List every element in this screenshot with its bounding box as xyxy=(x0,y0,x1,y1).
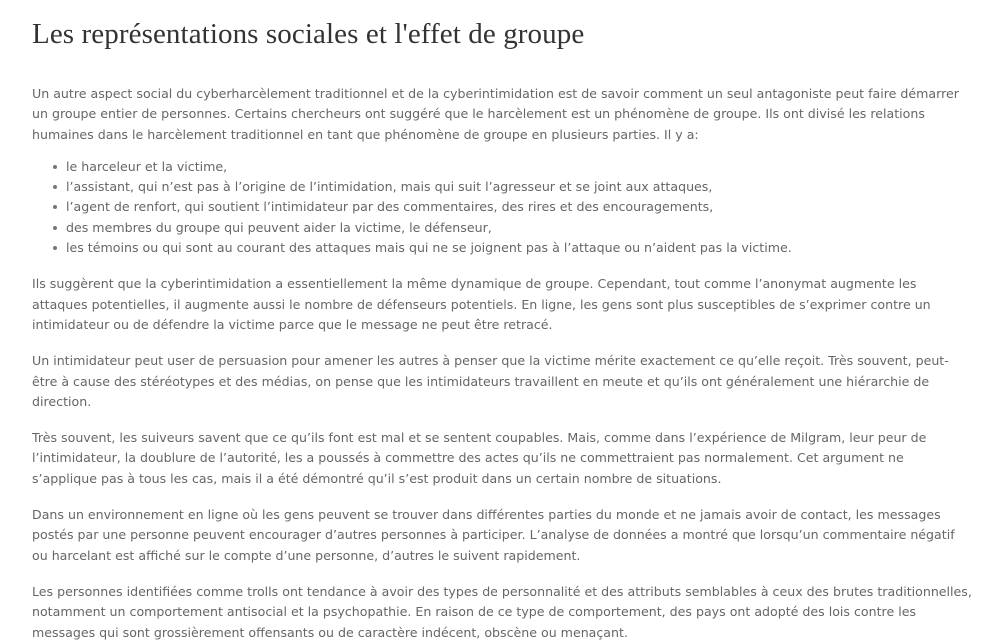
list-item-text: les témoins ou qui sont au courant des attaques mais qui ne se joignent pas à l’attaque ou n’aident pas la victime. xyxy=(66,240,792,256)
article-body xyxy=(32,84,972,643)
intro-paragraph: Un autre aspect social du cyberharcèlement traditionnel et de la cyberintimidation est de savoir comment un seul antagoniste peut faire démarrer un groupe entier de personnes. Certains chercheurs ont suggéré que le harcèlement est un phénomène de groupe. Ils ont divisé les relations humaines dans le harcèlement traditionnel en tant que phénomène de groupe en plusieurs parties. Il y a: xyxy=(32,86,959,142)
list-item xyxy=(66,218,972,238)
list-item xyxy=(66,197,972,217)
bullet-icon xyxy=(53,185,57,189)
paragraph-persuasion: Un intimidateur peut user de persuasion pour amener les autres à penser que la victime mérite exactement ce qu’elle reçoit. Très souvent, peut-être à cause des stéréotypes et des médias, on pense que les intimidateurs travaillent en meute et qu’ils ont généralement une hiérarchie de direction. xyxy=(32,353,949,409)
paragraph-trolls: Les personnes identifiées comme trolls ont tendance à avoir des types de personnalité et des attributs semblables à ceux des brutes traditionnelles, notamment un comportement antisocial et la psychopathie. En raison de ce type de comportement, des pays ont adopté des lois contre les messages qui sont grossièrement offensants ou de caractère indécent, obscène ou menaçant. xyxy=(32,583,972,640)
list-item-text: l’agent de renfort, qui soutient l’intimidateur par des commentaires, des rires et des encouragements, xyxy=(66,199,714,215)
list-item-text: des membres du groupe qui peuvent aider la victime, le défenseur, xyxy=(66,219,492,235)
bullet-icon xyxy=(53,205,57,209)
bullet-icon xyxy=(53,165,57,169)
paragraph-followers: Très souvent, les suiveurs savent que ce qu’ils font est mal et se sentent coupables. Mais, comme dans l’expérience de Milgram, leur peur de l’intimidateur, la doublure de l’autorité, les a poussés à commettre des actes qu’ils ne commettraient pas normalement. Cet argument ne s’applique pas à tous les cas, mais il a été démontré qu’il s’est produit dans un certain nombre de situations. xyxy=(32,430,927,486)
bullet-icon xyxy=(53,246,57,250)
list-item-text: l’assistant, qui n’est pas à l’origine de l’intimidation, mais qui suit l’agresseur et se joint aux attaques, xyxy=(66,179,713,195)
list-item xyxy=(66,177,972,197)
page-title: Les représentations sociales et l'effet de groupe xyxy=(32,18,585,50)
paragraph-online-environment: Dans un environnement en ligne où les gens peuvent se trouver dans différentes parties du monde et ne jamais avoir de contact, les messages postés par une personne peuvent encourager d’autres personnes à participer. L’analyse de données a montré que lorsqu’un commentaire négatif ou harcelant est affiché sur le compte d’une personne, d’autres le suivent rapidement. xyxy=(32,507,955,563)
list-item xyxy=(66,238,972,258)
list-item xyxy=(66,157,972,177)
paragraph-group-dynamics: Ils suggèrent que la cyberintimidation a essentiellement la même dynamique de groupe. Cependant, tout comme l’anonymat augmente les attaques potentielles, il augmente aussi le nombre de défenseurs potentiels. En ligne, les gens sont plus susceptibles de s’exprimer contre un intimidateur ou de défendre la victime parce que le message ne peut être retracé. xyxy=(32,276,931,332)
bullet-icon xyxy=(53,226,57,230)
roles-list xyxy=(32,157,972,258)
list-item-text: le harceleur et la victime, xyxy=(66,158,228,174)
